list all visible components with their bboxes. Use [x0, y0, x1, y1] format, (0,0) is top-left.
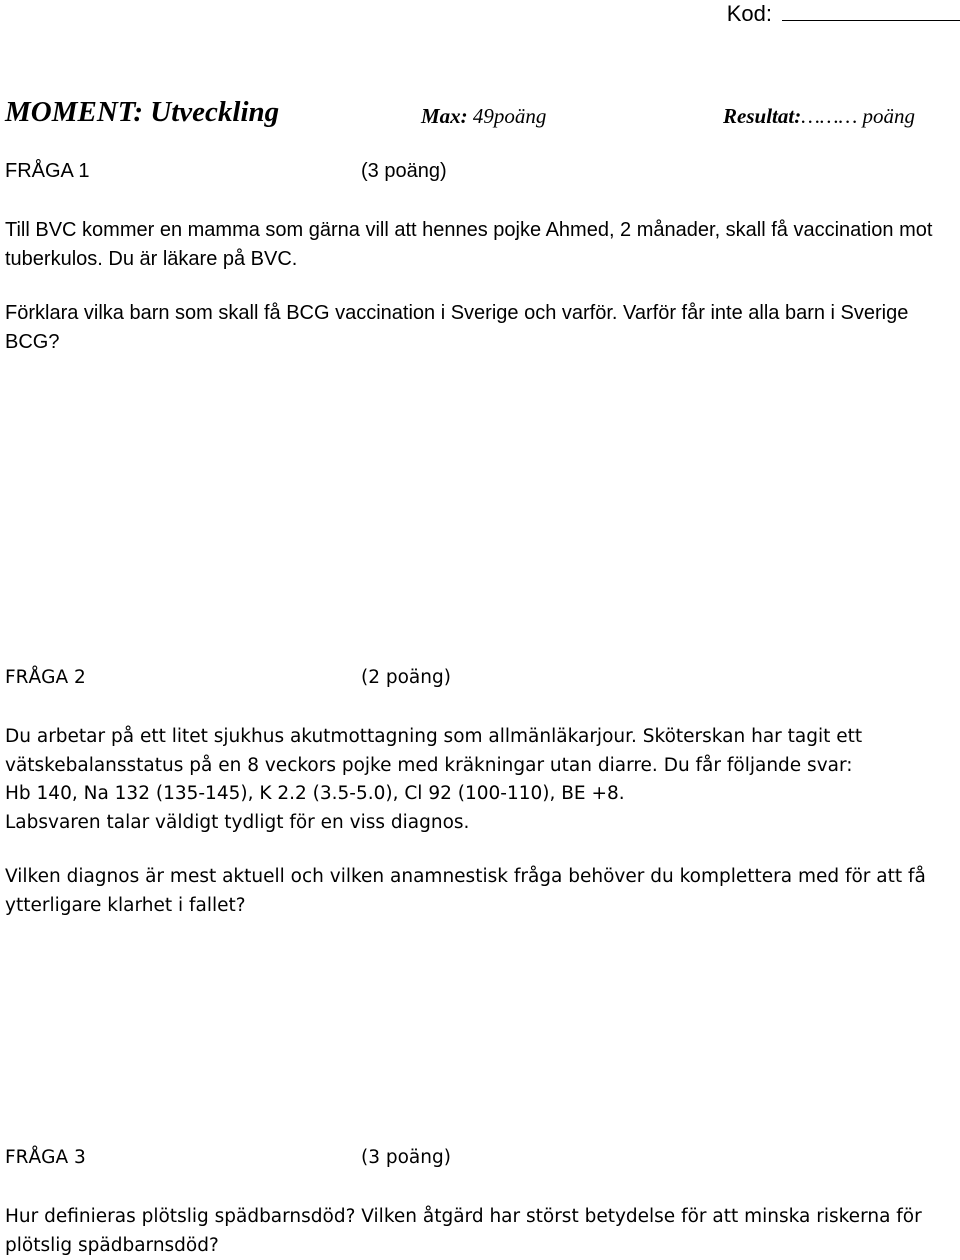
- question-number: FRÅGA 3: [5, 1147, 86, 1168]
- question-2: [5, 667, 950, 920]
- moment-header: [5, 94, 915, 136]
- question-3: [5, 1147, 950, 1260]
- question-text: Till BVC kommer en mamma som gärna vill att hennes pojke Ahmed, 2 månader, skall få vaccination mot tuberkulos. Du är läkare på BVC.: [5, 219, 933, 270]
- result-label: Resultat:: [723, 104, 802, 128]
- question-text: Labsvaren talar väldigt tydligt för en viss diagnos.: [5, 811, 470, 833]
- code-blank-line: [782, 0, 960, 21]
- question-1: [5, 160, 950, 356]
- result-score: [723, 104, 915, 129]
- question-text: Hur definieras plötslig spädbarnsdöd? Vilken åtgärd har störst betydelse för att minska riskerna för plötslig spädbarnsdöd?: [5, 1206, 922, 1256]
- question-number: FRÅGA 1: [5, 160, 90, 182]
- question-text: Förklara vilka barn som skall få BCG vaccination i Sverige och varför. Varför får inte alla barn i Sverige BCG?: [5, 302, 909, 353]
- question-text: Du arbetar på ett litet sjukhus akutmottagning som allmänläkarjour. Sköterskan har tagit ett vätskebalansstatus på en 8 veckors pojke med kräkningar utan diarre. Du får följande svar:: [5, 726, 863, 776]
- question-header: [5, 667, 950, 697]
- result-value: ……… poäng: [801, 104, 915, 128]
- question-text: Vilken diagnos är mest aktuell och vilken anamnestisk fråga behöver du komplettera med för att få ytterligare klarhet i fallet?: [5, 866, 926, 916]
- max-score: [421, 104, 546, 129]
- question-header: [5, 1147, 950, 1177]
- question-number: FRÅGA 2: [5, 667, 86, 688]
- question-points: (2 poäng): [361, 667, 451, 688]
- question-points: (3 poäng): [361, 160, 447, 182]
- max-value: 49poäng: [467, 104, 547, 128]
- code-field: [727, 0, 960, 24]
- question-header: [5, 160, 950, 190]
- question-points: (3 poäng): [361, 1147, 451, 1168]
- max-label: Max:: [421, 104, 468, 128]
- lab-values: Hb 140, Na 132 (135-145), K 2.2 (3.5-5.0), Cl 92 (100-110), BE +8.: [5, 783, 625, 804]
- moment-title: MOMENT: Utveckling: [5, 96, 280, 128]
- code-label: Kod:: [726, 1, 772, 26]
